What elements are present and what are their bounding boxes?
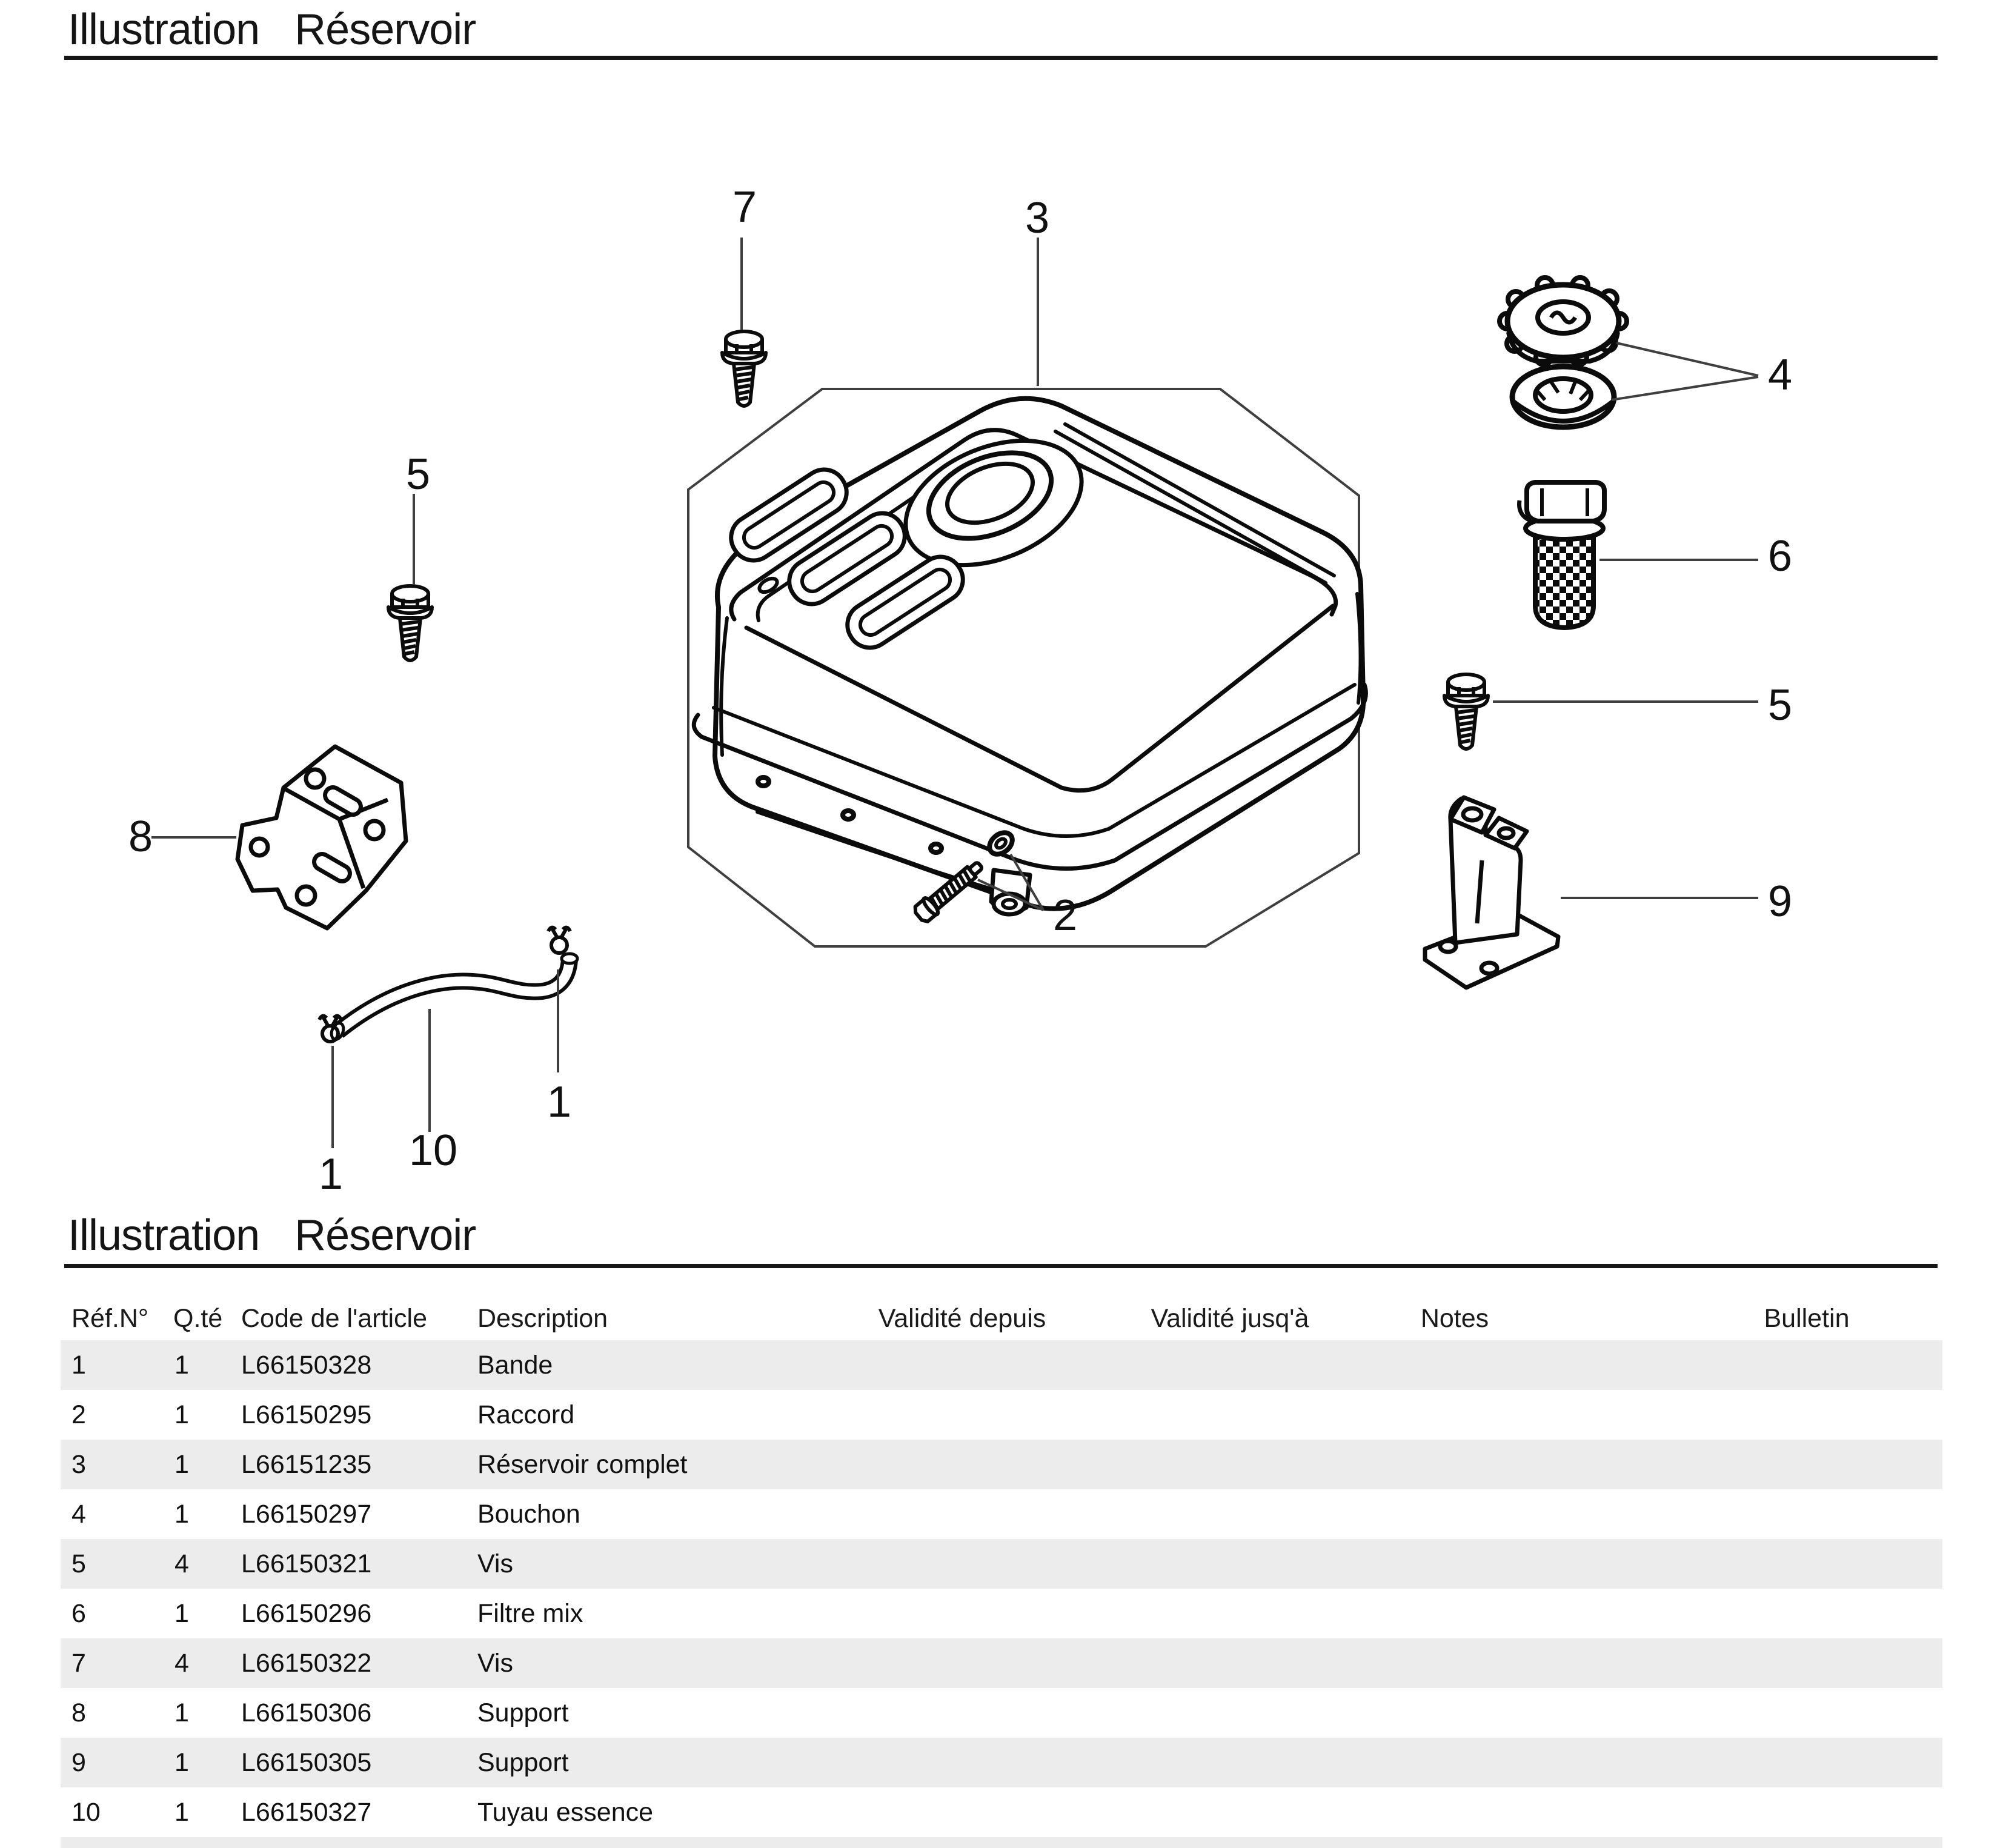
col-header-code: Code de l'article [241, 1304, 427, 1333]
table-section-rule [64, 1264, 1938, 1268]
leader-4b [1612, 377, 1758, 400]
table-section-title-word1: Illustration [68, 1211, 260, 1260]
callout-1-right: 1 [546, 1078, 572, 1126]
cell-description: Filtre mix [477, 1599, 583, 1628]
page-title-word2: Réservoir [294, 5, 476, 54]
page-title-word1: Illustration [68, 5, 260, 54]
callout-7: 7 [732, 183, 757, 231]
callout-4: 4 [1767, 351, 1793, 399]
col-header-ref: Réf.N° [71, 1304, 149, 1333]
cell-ref: 8 [71, 1698, 86, 1727]
fuel-tank-drawing [694, 399, 1366, 914]
cell-qty: 4 [174, 1649, 189, 1678]
cell-description: Réservoir complet [477, 1450, 688, 1479]
table-row-3 [61, 1440, 1942, 1489]
next-row-stripe-partial [61, 1837, 1942, 1848]
table-section-title [68, 1211, 476, 1260]
support-bracket-9-icon [1425, 797, 1558, 988]
cell-ref: 10 [71, 1798, 101, 1827]
callout-8: 8 [128, 813, 153, 861]
table-row-5 [61, 1539, 1942, 1589]
cell-code: L66150296 [241, 1599, 372, 1628]
cell-description: Tuyau essence [477, 1798, 654, 1827]
callout-1-left: 1 [318, 1150, 344, 1198]
screw-5-right-icon [1444, 674, 1488, 749]
fuel-hose-icon [329, 954, 577, 1041]
col-header-qty: Q.té [173, 1304, 223, 1333]
callout-6: 6 [1767, 532, 1793, 580]
cell-code: L66150327 [241, 1798, 372, 1827]
col-header-notes: Notes [1420, 1304, 1489, 1333]
cell-ref: 1 [71, 1351, 86, 1380]
col-header-bulletin: Bulletin [1764, 1304, 1850, 1333]
col-header-description: Description [477, 1304, 608, 1333]
cell-qty: 1 [174, 1748, 189, 1777]
callout-5-left: 5 [405, 450, 431, 499]
cell-description: Raccord [477, 1400, 575, 1429]
fuel-filter-icon [1520, 482, 1604, 628]
cell-code: L66150297 [241, 1500, 372, 1529]
table-row-6 [61, 1589, 1942, 1638]
table-row-8 [61, 1688, 1942, 1738]
cell-qty: 1 [174, 1450, 189, 1479]
col-header-valid-from: Validité depuis [878, 1304, 1046, 1333]
support-bracket-8-icon [238, 746, 406, 928]
parts-table [61, 1340, 1942, 1848]
cell-description: Vis [477, 1549, 513, 1578]
leader-4a [1616, 343, 1758, 376]
cell-ref: 6 [71, 1599, 86, 1628]
cell-qty: 1 [174, 1599, 189, 1628]
table-row-7 [61, 1638, 1942, 1688]
cell-code: L66150295 [241, 1400, 372, 1429]
callout-10: 10 [408, 1126, 458, 1175]
cell-code: L66150306 [241, 1698, 372, 1727]
col-header-valid-to: Validité jusq'à [1151, 1304, 1309, 1333]
cell-qty: 1 [174, 1698, 189, 1727]
cell-ref: 5 [71, 1549, 86, 1578]
hose-clamp-left-icon [319, 1016, 341, 1042]
table-row-9 [61, 1738, 1942, 1787]
cell-qty: 4 [174, 1549, 189, 1578]
screw-7-icon [722, 331, 766, 406]
callout-5-right: 5 [1767, 681, 1793, 730]
screw-5-left-icon [388, 586, 432, 660]
table-row-1 [61, 1340, 1942, 1390]
cell-ref: 3 [71, 1450, 86, 1479]
cell-code: L66151235 [241, 1450, 372, 1479]
cell-qty: 1 [174, 1798, 189, 1827]
cell-qty: 1 [174, 1500, 189, 1529]
callout-3: 3 [1025, 194, 1050, 242]
fuel-cap-gasket-icon [1512, 367, 1614, 427]
cell-description: Vis [477, 1649, 513, 1678]
cell-ref: 2 [71, 1400, 86, 1429]
callout-9: 9 [1767, 877, 1793, 926]
cell-qty: 1 [174, 1400, 189, 1429]
cell-code: L66150328 [241, 1351, 372, 1380]
cell-code: L66150322 [241, 1649, 372, 1678]
cell-description: Support [477, 1698, 569, 1727]
hose-clamp-right-icon [548, 928, 570, 953]
cell-ref: 7 [71, 1649, 86, 1678]
cell-qty: 1 [174, 1351, 189, 1380]
cell-description: Bande [477, 1351, 553, 1380]
cell-description: Bouchon [477, 1500, 580, 1529]
callout-2: 2 [1052, 891, 1078, 940]
table-row-10 [61, 1787, 1942, 1837]
cell-ref: 9 [71, 1748, 86, 1777]
table-section-title-word2: Réservoir [294, 1211, 476, 1260]
table-row-4 [61, 1489, 1942, 1539]
cell-code: L66150321 [241, 1549, 372, 1578]
table-row-2 [61, 1390, 1942, 1440]
cell-code: L66150305 [241, 1748, 372, 1777]
cell-description: Support [477, 1748, 569, 1777]
cell-ref: 4 [71, 1500, 86, 1529]
fuel-cap-knob-icon [1500, 278, 1627, 365]
